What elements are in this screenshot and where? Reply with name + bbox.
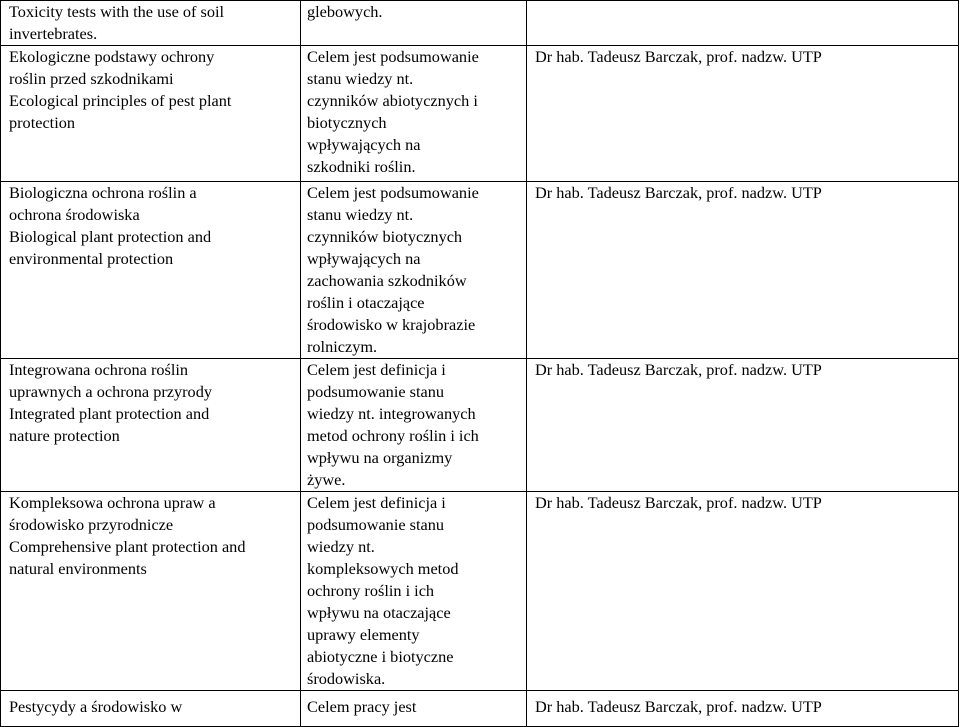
course-description-cell [301, 182, 527, 359]
cell-line: podsumowanie stanu [307, 382, 445, 401]
cell-line: Kompleksowa ochrona upraw a [9, 493, 216, 512]
cell-line: wpływu na organizmy [307, 448, 453, 467]
cell-line: Celem jest definicja i [307, 493, 446, 512]
cell-line: Celem jest podsumowanie [307, 183, 479, 202]
cell-line: Dr hab. Tadeusz Barczak, prof. nadzw. UTP [535, 493, 822, 512]
table-row [1, 1, 959, 46]
cell-line: invertebrates. [9, 24, 98, 43]
course-description-cell [301, 691, 527, 727]
cell-line: Toxicity tests with the use of soil [9, 2, 225, 21]
cell-line: rolniczym. [307, 337, 378, 356]
course-instructor-cell [527, 492, 959, 691]
course-description-cell [301, 1, 527, 46]
cell-line: wiedzy nt. integrowanych [307, 404, 476, 423]
cell-line: środowiska. [307, 669, 386, 688]
cell-line: podsumowanie stanu [307, 515, 445, 534]
cell-line: protection [9, 113, 76, 132]
cell-line: Celem jest podsumowanie [307, 47, 479, 66]
course-title-cell [1, 1, 301, 46]
cell-line: ochrona środowiska [9, 205, 140, 224]
cell-line: natural environments [9, 559, 147, 578]
cell-line: środowisko w krajobrazie [307, 315, 476, 334]
cell-line: szkodniki roślin. [307, 157, 416, 176]
course-title-cell [1, 182, 301, 359]
cell-line: zachowania szkodników [307, 271, 467, 290]
cell-line: roślin i otaczające [307, 293, 425, 312]
cell-line: Celem jest definicja i [307, 360, 446, 379]
table-row [1, 182, 959, 359]
cell-line: żywe. [307, 470, 346, 489]
cell-line: Biologiczna ochrona roślin a [9, 183, 197, 202]
course-title-cell [1, 46, 301, 182]
cell-line: Dr hab. Tadeusz Barczak, prof. nadzw. UTP [535, 47, 822, 66]
table-row [1, 492, 959, 691]
cell-line: nature protection [9, 426, 120, 445]
table-row [1, 46, 959, 182]
cell-line: wpływu na otaczające [307, 603, 451, 622]
course-instructor-cell [527, 46, 959, 182]
course-description-cell [301, 46, 527, 182]
cell-line: Integrated plant protection and [9, 404, 210, 423]
cell-line: Ecological principles of pest plant [9, 91, 232, 110]
cell-line: environmental protection [9, 249, 174, 268]
course-title-cell [1, 691, 301, 727]
table-row [1, 691, 959, 727]
course-instructor-cell [527, 359, 959, 492]
cell-line: środowisko przyrodnicze [9, 515, 174, 534]
cell-line: metod ochrony roślin i ich [307, 426, 479, 445]
course-description-cell [301, 359, 527, 492]
cell-line: glebowych. [307, 2, 383, 21]
cell-line: Comprehensive plant protection and [9, 537, 246, 556]
cell-line: Pestycydy a środowisko w [9, 697, 183, 716]
cell-line: Dr hab. Tadeusz Barczak, prof. nadzw. UTP [535, 360, 822, 379]
cell-line: ochrony roślin i ich [307, 581, 435, 600]
cell-line: Integrowana ochrona roślin [9, 360, 189, 379]
cell-line: abiotyczne i biotyczne [307, 647, 454, 666]
course-instructor-cell [527, 1, 959, 46]
cell-line: Dr hab. Tadeusz Barczak, prof. nadzw. UTP [535, 697, 822, 716]
table-row [1, 359, 959, 492]
cell-line: Celem pracy jest [307, 697, 417, 716]
course-instructor-cell [527, 691, 959, 727]
course-instructor-cell [527, 182, 959, 359]
cell-line: biotycznych [307, 113, 387, 132]
course-title-cell [1, 492, 301, 691]
cell-line: wiedzy nt. [307, 537, 375, 556]
cell-line: stanu wiedzy nt. [307, 205, 414, 224]
course-description-cell [301, 492, 527, 691]
cell-line: Biological plant protection and [9, 227, 212, 246]
cell-line: kompleksowych metod [307, 559, 459, 578]
cell-line: czynników biotycznych [307, 227, 463, 246]
cell-line: czynników abiotycznych i [307, 91, 478, 110]
course-title-cell [1, 359, 301, 492]
cell-line: uprawnych a ochrona przyrody [9, 382, 212, 401]
cell-line: uprawy elementy [307, 625, 420, 644]
cell-line: Ekologiczne podstawy ochrony [9, 47, 215, 66]
cell-line: stanu wiedzy nt. [307, 69, 414, 88]
cell-line: wpływających na [307, 135, 421, 154]
cell-line: roślin przed szkodnikami [9, 69, 174, 88]
cell-line: Dr hab. Tadeusz Barczak, prof. nadzw. UTP [535, 183, 822, 202]
cell-line: wpływających na [307, 249, 421, 268]
